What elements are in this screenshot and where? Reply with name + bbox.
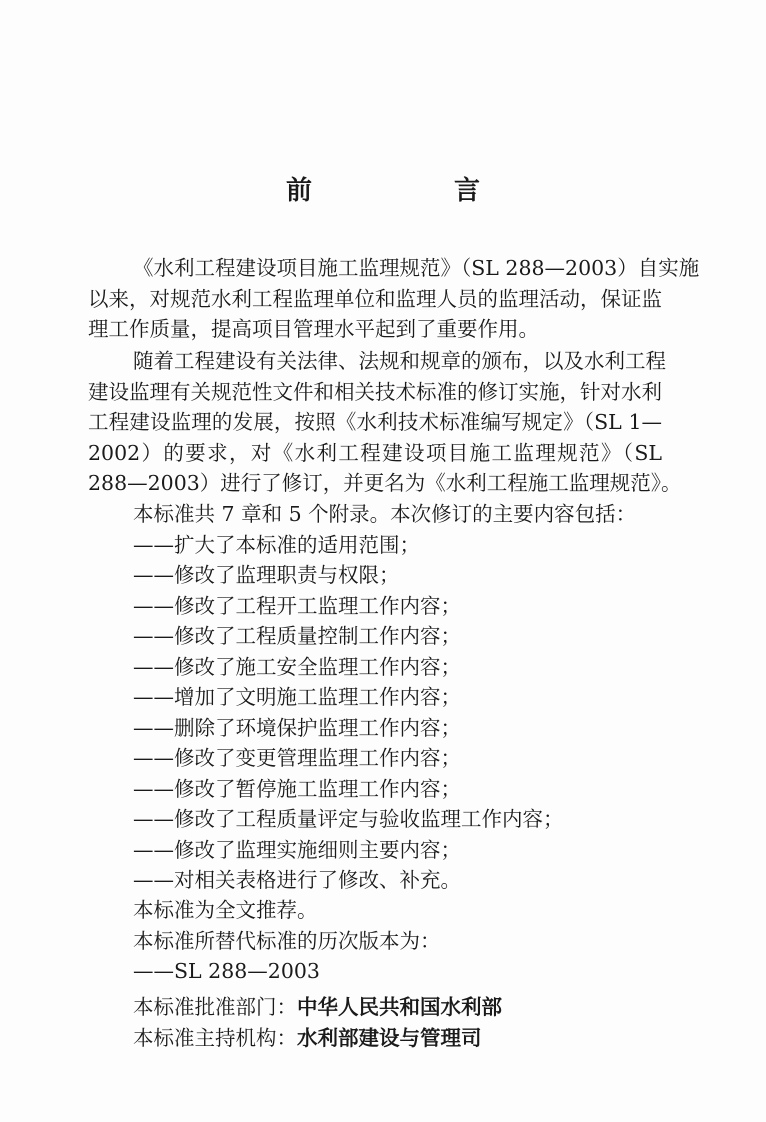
approval-label: 本标准批准部门： [133,995,297,1019]
change-item: ——修改了监理实施细则主要内容； [133,838,461,862]
paragraph-line: 《水利工程建设项目施工监理规范》（SL 288—2003）自实施 [133,256,700,280]
approval-value: 中华人民共和国水利部 [297,995,502,1019]
recommend-text: 本标准为全文推荐。 [133,898,318,922]
change-item: ——修改了工程质量控制工作内容； [133,624,461,648]
paragraph-line: 工程建设监理的发展，按照《水利技术标准编写规定》（SL 1— [88,410,662,434]
paragraph-line: 理工作质量，提高项目管理水平起到了重要作用。 [88,317,539,341]
change-item: ——扩大了本标准的适用范围； [133,533,420,557]
change-item: ——删除了环境保护监理工作内容； [133,716,461,740]
change-item: ——修改了施工安全监理工作内容； [133,655,461,679]
change-item: ——增加了文明施工监理工作内容； [133,685,461,709]
change-item: ——对相关表格进行了修改、补充。 [133,868,461,892]
change-item: ——修改了工程开工监理工作内容； [133,594,461,618]
paragraph-line: 本标准共 7 章和 5 个附录。本次修订的主要内容包括： [133,502,637,526]
change-item: ——修改了工程质量评定与验收监理工作内容； [133,807,564,831]
host-label: 本标准主持机构： [133,1026,297,1050]
paragraph-line: 建设监理有关规范性文件和相关技术标准的修订实施，针对水利 [88,380,662,404]
replaced-version: ——SL 288—2003 [133,959,320,983]
host-value: 水利部建设与管理司 [297,1026,482,1050]
replaced-label: 本标准所替代标准的历次版本为： [133,929,441,953]
change-item: ——修改了监理职责与权限； [133,563,400,587]
change-item: ——修改了暂停施工监理工作内容； [133,777,461,801]
paragraph-line: 2002）的要求，对《水利工程建设项目施工监理规范》（SL [88,441,662,465]
approval-line [133,994,662,1020]
host-line [133,1025,662,1051]
change-item: ——修改了变更管理监理工作内容； [133,746,461,770]
paragraph-line: 以来，对规范水利工程监理单位和监理人员的监理活动，保证监 [88,287,662,311]
paragraph-line: 288—2003）进行了修订，并更名为《水利工程施工监理规范》。 [88,471,682,495]
paragraph-line: 随着工程建设有关法律、法规和规章的颁布，以及水利工程 [133,349,666,373]
page-title: 前 言 [285,176,538,206]
